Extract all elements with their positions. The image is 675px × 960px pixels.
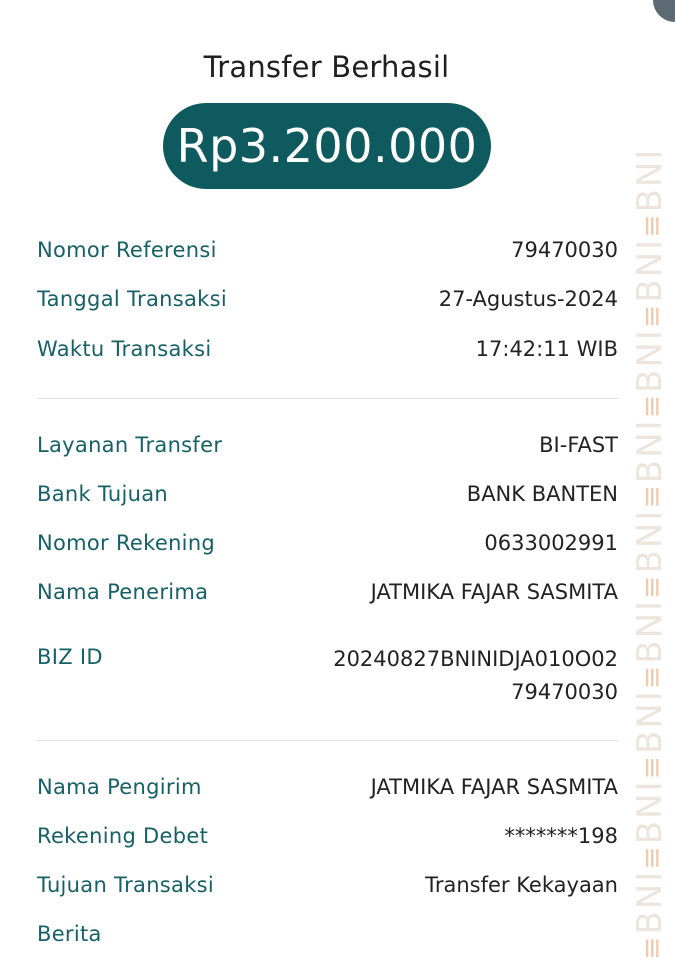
bni-logo-mark-icon: ≡ (635, 392, 668, 419)
detail-value: 17:42:11 WIB (475, 337, 618, 361)
detail-label: Tujuan Transaksi (37, 873, 215, 897)
detail-label: Nama Penerima (37, 580, 209, 604)
detail-value: *******198 (504, 824, 618, 848)
detail-value: 27-Agustus-2024 (438, 287, 618, 311)
detail-label: Nomor Referensi (37, 238, 217, 262)
bni-logo-mark-icon: ≡ (635, 212, 668, 238)
bni-watermark-word: BNI (630, 147, 670, 213)
detail-label: Bank Tujuan (37, 482, 168, 506)
detail-label: Berita (37, 922, 102, 946)
bni-logo-mark-icon: ≡ (635, 302, 668, 329)
detail-value (333, 643, 618, 709)
detail-value: JATMIKA FAJAR SASMITA (370, 580, 618, 604)
detail-label: BIZ ID (37, 645, 103, 669)
amount-value: Rp3.200.000 (176, 119, 478, 173)
detail-row-recipient-name (37, 580, 618, 616)
detail-row-transaction-purpose (37, 873, 618, 909)
bni-watermark-word: BNI (630, 779, 670, 845)
biz-id-line-2: 79470030 (511, 680, 618, 704)
detail-label: Nomor Rekening (37, 531, 216, 555)
detail-row-destination-bank (37, 482, 618, 518)
detail-value: 79470030 (511, 238, 618, 262)
bni-logo-mark-icon: ≡ (635, 573, 668, 599)
detail-row-biz-id (37, 645, 618, 715)
detail-row-reference (37, 238, 618, 274)
detail-label: Nama Pengirim (37, 775, 202, 799)
biz-id-line-1: 20240827BNINIDJA010O02 (333, 647, 618, 671)
detail-value: BANK BANTEN (466, 482, 618, 506)
bni-watermark-word: BNI (630, 689, 670, 754)
detail-row-account-number (37, 531, 618, 567)
detail-row-sender-name (37, 775, 618, 811)
detail-label: Tanggal Transaksi (37, 287, 227, 311)
bni-logo-mark-icon: ≡ (635, 844, 668, 870)
page-title: Transfer Berhasil (203, 50, 450, 84)
detail-label: Rekening Debet (37, 824, 209, 848)
bni-watermark-word: BNI (630, 598, 670, 664)
bni-watermark-strip (625, 0, 675, 960)
amount-badge (163, 103, 491, 189)
bni-logo-mark-icon: ≡ (635, 754, 668, 780)
bni-watermark-word: BNI (630, 328, 670, 393)
detail-value: 0633002991 (484, 531, 618, 555)
bni-logo-mark-icon: ≡ (635, 483, 668, 509)
detail-row-date (37, 287, 618, 323)
bni-logo-mark-icon: ≡ (635, 934, 668, 960)
bni-logo-mark-icon: ≡ (635, 663, 668, 690)
section-divider (37, 398, 618, 399)
detail-label: Waktu Transaksi (37, 337, 212, 361)
detail-row-debit-account (37, 824, 618, 860)
section-divider (37, 740, 618, 741)
detail-value: JATMIKA FAJAR SASMITA (370, 775, 618, 799)
bni-watermark-word: BNI (630, 508, 670, 574)
detail-row-transfer-service (37, 433, 618, 469)
detail-value: BI-FAST (539, 433, 618, 457)
detail-row-time (37, 337, 618, 373)
detail-label: Layanan Transfer (37, 433, 223, 457)
bni-watermark-word: BNI (630, 237, 670, 303)
detail-row-message (37, 922, 618, 958)
bni-watermark-word: BNI (630, 418, 670, 484)
bni-watermark-word: BNI (630, 869, 670, 935)
bni-watermark (625, 0, 675, 960)
detail-value: Transfer Kekayaan (425, 873, 618, 897)
